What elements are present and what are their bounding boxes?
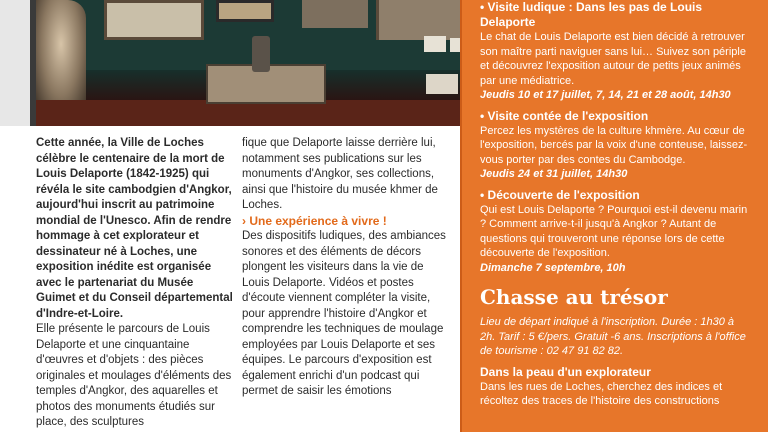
- event-contee: [480, 109, 750, 182]
- explorer-description: Dans les rues de Loches, cherchez des indices et récoltez des traces de l'histoire des constructions: [480, 380, 723, 407]
- event-ludique: [480, 0, 750, 103]
- body-paragraph: Elle présente le parcours de Louis Delaporte et une cinquantaine d'œuvres et d'objets : des pièces originales et moulages d'éléments des temples d'Angkor, des aquarelles et photos des monuments étudiés sur place, des sculptures: [36, 323, 232, 428]
- event-date: Dimanche 7 septembre, 10h: [480, 261, 626, 274]
- event-heading: • Découverte de l'exposition: [480, 187, 640, 202]
- explorer-heading: Dans la peau d'un explorateur: [480, 364, 651, 379]
- body-paragraph-continued: fique que Delaporte laisse derrière lui, notamment ses publications sur les monuments d'Angkor, ses collections, ainsi que l'histoire du musée khmer de Loches.: [242, 137, 438, 211]
- chasse-title: Chasse au trésor: [480, 285, 668, 309]
- article-column-1: [36, 136, 234, 431]
- event-decouverte: [480, 188, 750, 276]
- page-divider: [460, 0, 462, 432]
- intro-paragraph: Cette année, la Ville de Loches célèbre le centenaire de la mort de Louis Delaporte (1842-1925) qui révéla le site cambodgien d'Angkor, aujourd'hui inscrit au patrimoine mondial de l'Unesco. Afin de rendre hommage à cet explorateur et dessinateur né à Loches, une exposition inédite est organisée avec le partenariat du Musée Guimet et du Conseil départemental d'Indre-et-Loire.: [36, 137, 233, 320]
- exhibition-photo: [36, 0, 460, 126]
- chasse-info: Lieu de départ indiqué à l'inscription. Durée : 1h30 à 2h. Tarif : 5 €/pers. Gratuit -6 ans. Inscriptions à l'office de tourisme : 02 47 91 82 82.: [480, 316, 746, 357]
- event-description: Qui est Louis Delaporte ? Pourquoi est-il devenu marin ? Comment arrive-t-il jusqu'à Angkor ? Autant de questions qui trouveront une réponse lors de cette découverte de l'exposition.: [480, 203, 748, 259]
- article-column-2: [242, 136, 454, 400]
- event-description: Percez les mystères de la culture khmère. Au cœur de l'exposition, bercés par la voix d'une conteuse, laissez-vous porter par des contes du Cambodge.: [480, 124, 748, 166]
- event-heading: • Visite ludique : Dans les pas de Louis Delaporte: [480, 0, 703, 29]
- body-paragraph-experience: Des dispositifs ludiques, des ambiances sonores et des éléments de décors plongent les visiteurs dans la vie de Louis Delaporte. Vidéos et postes d'écoute viennent compléter la visite, pour apprendre l'histoire d'Angkor et comprendre les techniques de moulage employées par Louis Delaporte et ses équipes. Le parcours d'exposition est également enrichi d'un podcast qui permet de saisir les émotions: [242, 230, 446, 397]
- events-column: [480, 0, 750, 409]
- event-description: Le chat de Louis Delaporte est bien décidé à retrouver son maître parti naviguer sans lui… Suivez son périple et découvrez l'exposition autour de petits jeux animés par une médiatrice.: [480, 31, 746, 87]
- event-heading: • Visite contée de l'exposition: [480, 108, 649, 123]
- section-heading: › Une expérience à vivre !: [242, 213, 387, 228]
- event-date: Jeudis 10 et 17 juillet, 7, 14, 21 et 28 août, 14h30: [480, 89, 731, 101]
- event-date: Jeudis 24 et 31 juillet, 14h30: [480, 168, 628, 180]
